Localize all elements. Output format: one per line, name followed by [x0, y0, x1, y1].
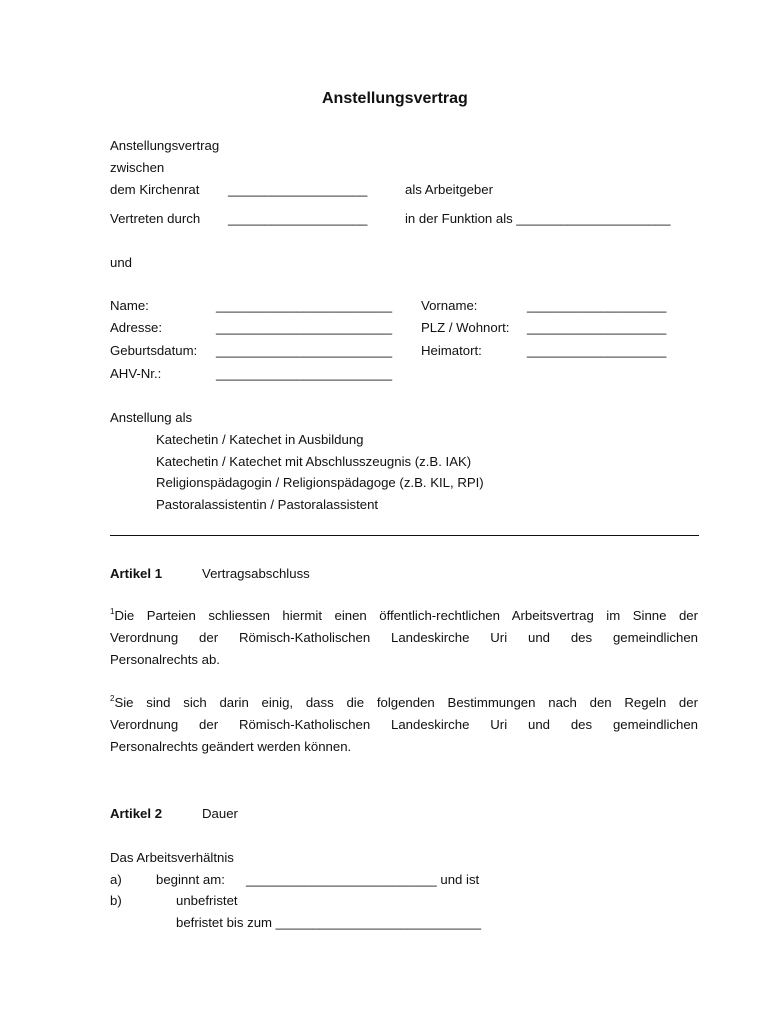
- and-text: und: [110, 255, 133, 270]
- firstname-label: Vorname:: [421, 298, 478, 313]
- article2-label: Artikel 2: [110, 806, 163, 821]
- address-blank: ________________________: [216, 320, 393, 335]
- employer-role: als Arbeitgeber: [405, 182, 493, 197]
- item-a-label: a): [110, 872, 122, 887]
- employment-heading: Anstellung als: [110, 410, 193, 425]
- birthdate-label: Geburtsdatum:: [110, 343, 198, 358]
- hometown-label: Heimatort:: [421, 343, 482, 358]
- paragraph-line: [110, 692, 698, 714]
- address-label: Adresse:: [110, 320, 163, 335]
- zip-blank: ___________________: [527, 320, 667, 335]
- employer-label: dem Kirchenrat: [110, 182, 200, 197]
- option-befristet: befristet bis zum ____________________________: [176, 915, 482, 930]
- item-a-blank: __________________________ und ist: [246, 872, 480, 887]
- ahv-label: AHV-Nr.:: [110, 366, 162, 381]
- employment-option: Katechetin / Katechet mit Abschlusszeugnis (z.B. IAK): [156, 454, 472, 469]
- section-divider: [110, 535, 699, 536]
- function-field: in der Funktion als _____________________: [405, 211, 671, 226]
- paragraph-line: [110, 605, 698, 627]
- paragraph-number: 2: [110, 694, 115, 703]
- intro-line: Anstellungsvertrag: [110, 138, 220, 153]
- employment-option: Religionspädagogin / Religionspädagoge (z.B. KIL, RPI): [156, 475, 484, 490]
- ahv-blank: ________________________: [216, 366, 393, 381]
- firstname-blank: ___________________: [527, 298, 667, 313]
- option-unbefristet: unbefristet: [176, 893, 238, 908]
- article1-paragraph-1: [110, 605, 698, 671]
- paragraph-line: Personalrechts geändert werden können.: [110, 739, 352, 754]
- article1-title: Vertragsabschluss: [202, 566, 310, 581]
- intro-between: zwischen: [110, 160, 165, 175]
- employment-option: Pastoralassistentin / Pastoralassistent: [156, 497, 379, 512]
- birthdate-blank: ________________________: [216, 343, 393, 358]
- paragraph-text: Sie sind sich darin einig, dass die folgenden Bestimmungen nach den Regeln der: [114, 695, 698, 710]
- hometown-blank: ___________________: [527, 343, 667, 358]
- article1-label: Artikel 1: [110, 566, 163, 581]
- zip-label: PLZ / Wohnort:: [421, 320, 510, 335]
- paragraph-line: Verordnung der Römisch-Katholischen Landeskirche Uri und des gemeindlichen: [110, 630, 698, 645]
- item-a-text: beginnt am:: [156, 872, 225, 887]
- paragraph-number: 1: [110, 607, 115, 616]
- represented-blank: ___________________: [228, 211, 368, 226]
- name-blank: ________________________: [216, 298, 393, 313]
- article2-intro: Das Arbeitsverhältnis: [110, 850, 234, 865]
- employer-blank: ___________________: [228, 182, 368, 197]
- paragraph-text: Die Parteien schliessen hiermit einen öffentlich-rechtlichen Arbeitsvertrag im Sinne der: [114, 608, 698, 623]
- article2-title: Dauer: [202, 806, 238, 821]
- name-label: Name:: [110, 298, 149, 313]
- article1-paragraph-2: [110, 692, 698, 758]
- represented-label: Vertreten durch: [110, 211, 201, 226]
- item-b-label: b): [110, 893, 122, 908]
- paragraph-line: Verordnung der Römisch-Katholischen Landeskirche Uri und des gemeindlichen: [110, 717, 698, 732]
- employment-option: Katechetin / Katechet in Ausbildung: [156, 432, 364, 447]
- paragraph-line: Personalrechts ab.: [110, 652, 220, 667]
- document-title: Anstellungsvertrag: [322, 90, 468, 107]
